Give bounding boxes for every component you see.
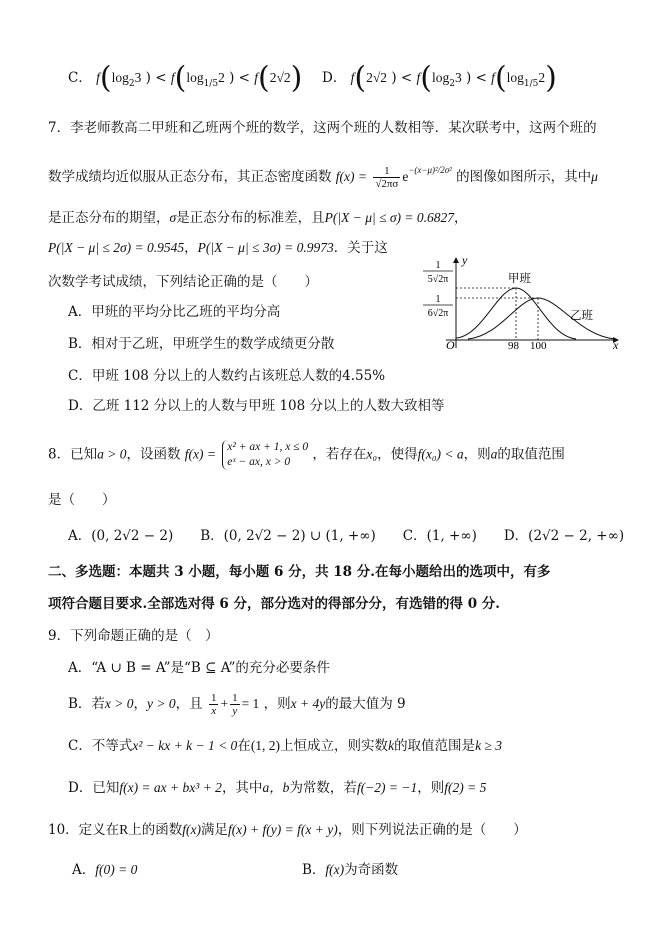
q9-option-a[interactable]: A．“A ∪ B = A”是“B ⊆ A”的充分必要条件 bbox=[68, 660, 330, 676]
density-function: f(x) = bbox=[335, 169, 368, 184]
svg-text:1: 1 bbox=[435, 260, 441, 271]
q10-option-a[interactable]: A．f(0) = 0 bbox=[72, 862, 138, 878]
y-label-bottom bbox=[423, 294, 453, 319]
section2-heading-line2: 项符合题目要求.全部选对得 6 分，部分选对的得部分分，有选错的得 0 分. bbox=[48, 596, 500, 612]
label-class-a: 甲班 bbox=[508, 273, 531, 285]
q7-stem-line3: 是正态分布的期望，σ是正态分布的标准差，且P(|X − μ| ≤ σ) = 0.6827， bbox=[48, 210, 468, 226]
q8-stem-line2: 是（ ） bbox=[48, 492, 116, 508]
q8-stem-line1: 8．已知a > 0，设函数 f(x) = x² + ax + 1, x ≤ 0 eˣ − ax, x > 0 ，若存在x₀，使得f(x₀) < a，则a的取值范围 bbox=[48, 441, 565, 468]
y-axis-label: y bbox=[462, 253, 468, 267]
y-label-top bbox=[423, 260, 453, 285]
q7-option-b[interactable]: B．相对于乙班，甲班学生的数学成绩更分散 bbox=[68, 336, 335, 352]
svg-text:6√2π: 6√2π bbox=[427, 308, 449, 319]
q7-option-c[interactable]: C．甲班 108 分以上的人数约占该班总人数的4.55% bbox=[68, 368, 386, 384]
q10-stem: 10．定义在R上的函数f(x)满足f(x) + f(y) = f(x + y)，则下列说法正确的是（ ） bbox=[48, 822, 527, 838]
q8-options[interactable]: A．(0, 2√2 − 2) B．(0, 2√2 − 2) ∪ (1, +∞) C．(1, +∞) D．(2√2 − 2, +∞) bbox=[68, 528, 625, 544]
q9-stem: 9．下列命题正确的是（ ） bbox=[48, 628, 219, 644]
q10-option-b[interactable]: B．f(x)为奇函数 bbox=[302, 862, 399, 878]
normal-distribution-figure bbox=[410, 252, 625, 352]
q6-option-d[interactable]: D． f(2√2 ) < $f(\log_23$ ) < $f(\log_{1/5}2)$ bbox=[322, 60, 557, 96]
tick-100: 100 bbox=[530, 340, 547, 352]
label-class-b: 乙班 bbox=[570, 310, 593, 322]
q9-option-c[interactable]: C．不等式x² − kx + k − 1 < 0在(1, 2)上恒成立，则实数k的取值范围是k ≥ 3 bbox=[68, 738, 502, 754]
q7-option-a[interactable]: A．甲班的平均分比乙班的平均分高 bbox=[68, 304, 281, 320]
q7-option-d[interactable]: D．乙班 112 分以上的人数与甲班 108 分以上的人数大致相等 bbox=[68, 398, 445, 414]
x-axis-label: x bbox=[613, 338, 619, 352]
q7-stem-line1: 7．李老师教高二甲班和乙班两个班的数学，这两个班的人数相等．某次联考中，这两个班的 bbox=[48, 120, 597, 136]
q7-stem-line2: 数学成绩均近似服从正态分布，其正态密度函数 f(x) = $\frac{1}{√2\pi\sigma}$ $e^{-(x-\mu)^2/2\sigma^2}$ 的图像如图所示，其中μ bbox=[48, 165, 598, 190]
q9-option-b[interactable]: B．若x > 0，y > 0，且 $\frac{1}{x}$ + $\frac{1}{y}$ = 1 ，则x + 4y的最大值为 9 bbox=[68, 692, 406, 717]
q7-stem-line4: P(|X − μ| ≤ 2σ) = 0.9545，P(|X − μ| ≤ 3σ) = 0.9973．关于这 bbox=[48, 240, 388, 256]
q7-stem-line5: 次数学考试成绩，下列结论正确的是（ ） bbox=[48, 274, 318, 290]
q6-option-c[interactable]: C． $f(\log_23$ ) < $f(\log_{1/5}2$ ) < f(2√2) bbox=[68, 60, 303, 96]
piecewise-cases: x² + ax + 1, x ≤ 0 eˣ − ax, x > 0 bbox=[222, 440, 308, 470]
origin-label: O bbox=[446, 338, 455, 352]
q9-option-d[interactable]: D．已知f(x) = ax + bx³ + 2，其中a，b为常数，若f(−2) = −1，则f(2) = 5 bbox=[68, 780, 487, 796]
section2-heading-line1: 二、多选题：本题共 3 小题，每小题 6 分，共 18 分.在每小题给出的选项中，有多 bbox=[48, 564, 551, 580]
svg-text:1: 1 bbox=[435, 294, 441, 305]
tick-98: 98 bbox=[508, 340, 519, 352]
svg-text:5√2π: 5√2π bbox=[427, 274, 449, 285]
